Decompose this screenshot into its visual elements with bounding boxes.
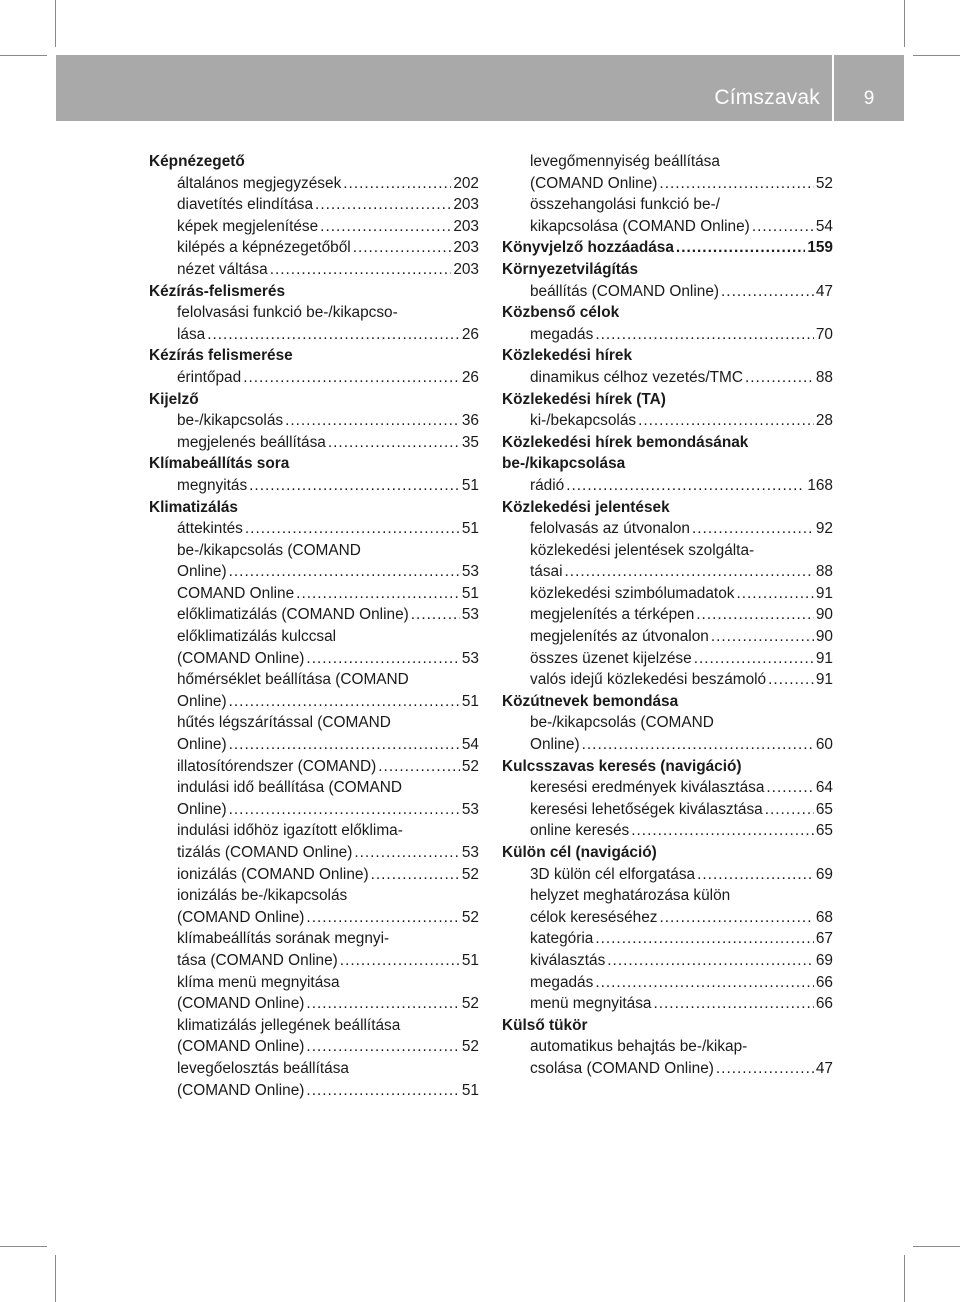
dot-leader [378, 756, 460, 778]
entry-text: általános megjegyzések [177, 174, 342, 192]
crop-mark [55, 0, 56, 47]
index-subentry [149, 928, 479, 950]
section-title: Címszavak [714, 86, 820, 109]
dot-leader [306, 648, 459, 670]
index-subentry [502, 712, 833, 734]
index-heading [149, 345, 479, 367]
index-column-right [502, 151, 833, 1080]
dot-leader [306, 1080, 459, 1102]
entry-text: felolvasási funkció be-/kikapcso- [177, 304, 398, 322]
page-reference: 92 [815, 520, 833, 538]
index-subentry [149, 302, 479, 324]
dot-leader [229, 799, 460, 821]
entry-text: levegőmennyiség beállítása [530, 153, 720, 170]
page-reference: 65 [815, 800, 833, 818]
entry-text: Közbenső célok [502, 304, 620, 322]
entry-text: keresési eredmények kiválasztása [530, 779, 765, 797]
dot-leader [696, 604, 814, 626]
page-reference: 53 [461, 844, 479, 861]
entry-text: kikapcsolása (COMAND Online) [530, 217, 750, 235]
dot-leader [736, 583, 813, 605]
page-reference: 168 [807, 476, 833, 494]
dot-leader [697, 864, 814, 886]
entry-text: beállítás (COMAND Online) [530, 282, 720, 300]
index-subentry [149, 259, 479, 281]
dot-leader [245, 518, 460, 540]
page-reference: 26 [461, 368, 479, 386]
entry-text: tásai [530, 563, 563, 581]
entry-text: kilépés a képnézegetőből [177, 239, 351, 257]
entry-text: (COMAND Online) [177, 995, 305, 1013]
crop-mark [904, 1255, 905, 1302]
page-reference: 67 [815, 930, 833, 948]
crop-mark [904, 0, 905, 47]
dot-leader [411, 604, 460, 626]
page-reference: 52 [461, 908, 479, 926]
index-subentry [149, 777, 479, 799]
entry-text: klíma menü megnyitása [177, 973, 340, 991]
index-subentry [149, 669, 479, 691]
index-heading [502, 497, 833, 519]
index-subentry [502, 475, 833, 497]
entry-text: (COMAND Online) [177, 1038, 305, 1056]
index-heading [502, 453, 833, 475]
index-subentry [149, 561, 479, 583]
entry-text: összehangolási funkció be-/ [530, 196, 720, 214]
page-reference: 53 [461, 606, 479, 624]
dot-leader [676, 237, 805, 259]
index-subentry [149, 432, 479, 454]
index-subentry [502, 216, 833, 238]
entry-text: 3D külön cél elforgatása [530, 865, 696, 883]
index-subentry [149, 216, 479, 238]
index-subentry [502, 993, 833, 1015]
entry-text: Könyvjelző hozzáadása [502, 239, 674, 257]
dot-leader [659, 907, 813, 929]
page-reference: 88 [815, 563, 833, 581]
index-subentry [502, 561, 833, 583]
index-subentry [502, 950, 833, 972]
index-subentry [149, 648, 479, 670]
index-heading [502, 842, 833, 864]
entry-text: Közlekedési hírek (TA) [502, 390, 666, 408]
entry-text: helyzet meghatározása külön [530, 887, 731, 905]
dot-leader [340, 950, 460, 972]
page-reference: 70 [815, 325, 833, 343]
entry-text: Kulcsszavas keresés (navigáció) [502, 757, 742, 775]
entry-text: automatikus behajtás be-/kikap- [530, 1038, 748, 1056]
index-heading [502, 1015, 833, 1037]
entry-text: Kézírás felismerése [149, 347, 293, 365]
index-subentry [502, 626, 833, 648]
index-subentry [149, 820, 479, 842]
entry-text: rádió [530, 476, 565, 494]
index-subentry [149, 475, 479, 497]
entry-text: hőmérséklet beállítása (COMAND [177, 671, 409, 689]
entry-text: valós idejű közlekedési beszámoló [530, 671, 767, 689]
entry-text: érintőpad [177, 368, 242, 386]
page-number: 9 [863, 88, 875, 109]
index-subentry [149, 540, 479, 562]
index-subentry [502, 324, 833, 346]
dot-leader [249, 475, 460, 497]
page-reference: 51 [461, 520, 479, 538]
index-subentry [502, 669, 833, 691]
page-reference: 203 [453, 217, 479, 235]
page-reference: 203 [453, 196, 479, 214]
page-reference: 52 [461, 865, 479, 883]
page-reference: 66 [815, 995, 833, 1013]
page-reference: 52 [461, 995, 479, 1013]
entry-text: (COMAND Online) [530, 174, 658, 192]
index-heading [502, 756, 833, 778]
page-reference: 52 [461, 757, 479, 775]
entry-text: Klímabeállítás sora [149, 455, 290, 473]
dot-leader [270, 259, 452, 281]
entry-text: Közútnevek bemondása [502, 692, 679, 710]
entry-text: levegőelosztás beállítása [177, 1059, 349, 1077]
entry-text: Képnézegető [149, 153, 245, 170]
page-reference: 52 [815, 174, 833, 192]
index-subentry [149, 237, 479, 259]
index-subentry [502, 518, 833, 540]
index-subentry [149, 367, 479, 389]
dot-leader [353, 237, 452, 259]
index-subentry [502, 540, 833, 562]
index-subentry [149, 604, 479, 626]
crop-mark [55, 1255, 56, 1302]
page-reference: 69 [815, 951, 833, 969]
page-reference: 203 [453, 239, 479, 257]
index-subentry [502, 173, 833, 195]
index-subentry [149, 173, 479, 195]
index-subentry [149, 950, 479, 972]
index-subentry [149, 324, 479, 346]
dot-leader [306, 1036, 459, 1058]
dot-leader [354, 842, 460, 864]
entry-text: közlekedési szimbólumadatok [530, 584, 735, 602]
entry-text: be-/kikapcsolás (COMAND [177, 541, 361, 559]
entry-text: megnyitás [177, 476, 248, 494]
entry-text: ionizálás (COMAND Online) [177, 865, 369, 883]
entry-text: indulási idő beállítása (COMAND [177, 779, 402, 797]
dot-leader [595, 972, 814, 994]
index-subentry [502, 907, 833, 929]
dot-leader [315, 194, 451, 216]
index-heading [502, 691, 833, 713]
page-reference: 51 [461, 692, 479, 710]
index-subentry [502, 1058, 833, 1080]
page-reference: 88 [815, 368, 833, 386]
page-reference: 65 [815, 822, 833, 840]
index-subentry [149, 518, 479, 540]
crop-mark [913, 55, 960, 56]
dot-leader [229, 561, 460, 583]
page-reference: 91 [815, 671, 833, 689]
dot-leader [766, 777, 813, 799]
entry-text: megadás [530, 973, 594, 991]
entry-text: Közlekedési hírek bemondásának [502, 433, 749, 451]
index-subentry [502, 583, 833, 605]
index-subentry [149, 1015, 479, 1037]
dot-leader [582, 734, 814, 756]
dot-leader [306, 993, 459, 1015]
dot-leader [595, 928, 814, 950]
entry-text: megjelenés beállítása [177, 433, 326, 451]
page-reference: 54 [815, 217, 833, 235]
index-subentry [502, 972, 833, 994]
entry-text: (COMAND Online) [177, 908, 305, 926]
dot-leader [565, 561, 814, 583]
entry-text: képek megjelenítése [177, 217, 319, 235]
index-subentry [502, 799, 833, 821]
entry-text: célok kereséséhez [530, 908, 658, 926]
entry-text: Klimatizálás [149, 498, 238, 516]
dot-leader [320, 216, 451, 238]
dot-leader [721, 281, 814, 303]
entry-text: csolása (COMAND Online) [530, 1059, 714, 1077]
dot-leader [765, 799, 814, 821]
dot-leader [243, 367, 460, 389]
index-subentry [149, 993, 479, 1015]
entry-text: menü megnyitása [530, 995, 652, 1013]
page-reference: 28 [815, 412, 833, 430]
dot-leader [711, 626, 814, 648]
page-reference: 53 [461, 563, 479, 581]
page-reference: 69 [815, 865, 833, 883]
index-subentry [502, 777, 833, 799]
index-subentry [149, 842, 479, 864]
entry-text: nézet váltása [177, 260, 268, 278]
dot-leader [752, 216, 814, 238]
index-subentry [502, 864, 833, 886]
dot-leader [716, 1058, 814, 1080]
entry-text: diavetítés elindítása [177, 196, 314, 214]
entry-text: illatosítórendszer (COMAND) [177, 757, 377, 775]
index-subentry [149, 691, 479, 713]
page-reference: 66 [815, 973, 833, 991]
dot-leader [659, 173, 813, 195]
entry-text: megjelenítés a térképen [530, 606, 695, 624]
page-reference: 36 [461, 412, 479, 430]
index-subentry [502, 194, 833, 216]
index-subentry [502, 151, 833, 173]
dot-leader [595, 324, 814, 346]
index-subentry [502, 885, 833, 907]
page-reference: 54 [461, 736, 479, 754]
dot-leader [566, 475, 805, 497]
entry-text: áttekintés [177, 520, 243, 538]
entry-text: megjelenítés az útvonalon [530, 628, 709, 646]
dot-leader [229, 734, 460, 756]
page-reference: 91 [815, 649, 833, 667]
entry-text: dinamikus célhoz vezetés/TMC [530, 368, 743, 386]
index-subentry [502, 1036, 833, 1058]
index-subentry [149, 410, 479, 432]
page-reference: 51 [461, 476, 479, 494]
dot-leader [607, 950, 814, 972]
entry-text: be-/kikapcsolás (COMAND [530, 714, 714, 732]
page-reference: 90 [815, 628, 833, 646]
index-heading [502, 237, 833, 259]
entry-text: összes üzenet kijelzése [530, 649, 692, 667]
entry-text: megadás [530, 325, 594, 343]
entry-text: Külön cél (navigáció) [502, 844, 657, 861]
index-heading [502, 345, 833, 367]
page-reference: 64 [815, 779, 833, 797]
dot-leader [768, 669, 814, 691]
page-reference: 91 [815, 584, 833, 602]
entry-text: online keresés [530, 822, 630, 840]
entry-text: (COMAND Online) [177, 1081, 305, 1099]
entry-text: indulási időhöz igazított előklima- [177, 822, 403, 840]
index-subentry [502, 367, 833, 389]
crop-mark [0, 1246, 47, 1247]
entry-text: tása (COMAND Online) [177, 951, 338, 969]
page-reference: 203 [453, 260, 479, 278]
entry-text: be-/kikapcsolása [502, 455, 626, 473]
entry-text: ki-/bekapcsolás [530, 412, 637, 430]
index-heading [149, 497, 479, 519]
index-subentry [502, 410, 833, 432]
entry-text: klimatizálás jellegének beállítása [177, 1016, 401, 1034]
dot-leader [631, 820, 814, 842]
entry-text: Online) [177, 563, 227, 581]
entry-text: előklimatizálás (COMAND Online) [177, 606, 409, 624]
page-reference: 47 [815, 282, 833, 300]
entry-text: kategória [530, 930, 594, 948]
entry-text: be-/kikapcsolás [177, 412, 284, 430]
index-heading [502, 389, 833, 411]
index-subentry [149, 756, 479, 778]
entry-text: keresési lehetőségek kiválasztása [530, 800, 763, 818]
index-heading [149, 281, 479, 303]
dot-leader [229, 691, 460, 713]
dot-leader [285, 410, 460, 432]
page-reference: 68 [815, 908, 833, 926]
page-reference: 52 [461, 1038, 479, 1056]
page-reference: 35 [461, 433, 479, 451]
index-column-left [149, 151, 479, 1101]
entry-text: Online) [177, 692, 227, 710]
entry-text: hűtés légszárítással (COMAND [177, 714, 391, 732]
index-subentry [502, 928, 833, 950]
crop-mark [913, 1246, 960, 1247]
page-reference: 47 [815, 1059, 833, 1077]
entry-text: közlekedési jelentések szolgálta- [530, 541, 755, 559]
dot-leader [653, 993, 813, 1015]
entry-text: COMAND Online [177, 584, 295, 602]
index-subentry [149, 1036, 479, 1058]
index-subentry [149, 583, 479, 605]
entry-text: Közlekedési hírek [502, 347, 633, 365]
dot-leader [692, 518, 814, 540]
index-subentry [502, 734, 833, 756]
entry-text: Online) [177, 736, 227, 754]
page-reference: 90 [815, 606, 833, 624]
index-subentry [149, 972, 479, 994]
page-reference: 53 [461, 800, 479, 818]
dot-leader [638, 410, 814, 432]
entry-text: Külső tükör [502, 1016, 588, 1034]
index-subentry [149, 799, 479, 821]
page-reference: 53 [461, 649, 479, 667]
dot-leader [306, 907, 459, 929]
index-subentry [502, 820, 833, 842]
entry-text: felolvasás az útvonalon [530, 520, 690, 538]
dot-leader [745, 367, 814, 389]
index-subentry [502, 604, 833, 626]
entry-text: klímabeállítás sorának megnyi- [177, 930, 390, 948]
entry-text: kiválasztás [530, 951, 606, 969]
entry-text: Környezetvilágítás [502, 260, 638, 278]
index-subentry [502, 648, 833, 670]
index-subentry [149, 1058, 479, 1080]
index-subentry [149, 885, 479, 907]
entry-text: Kijelző [149, 390, 199, 408]
dot-leader [207, 324, 460, 346]
index-subentry [149, 1080, 479, 1102]
dot-leader [694, 648, 814, 670]
crop-mark [0, 55, 47, 56]
index-heading [149, 389, 479, 411]
page-reference: 51 [461, 1081, 479, 1099]
index-heading [502, 259, 833, 281]
index-subentry [149, 712, 479, 734]
entry-text: ionizálás be-/kikapcsolás [177, 887, 348, 905]
page-reference: 51 [461, 951, 479, 969]
index-subentry [149, 734, 479, 756]
index-subentry [149, 907, 479, 929]
dot-leader [343, 173, 451, 195]
entry-text: tizálás (COMAND Online) [177, 844, 353, 861]
index-heading [149, 151, 479, 173]
index-subentry [149, 864, 479, 886]
entry-text: Online) [530, 736, 580, 754]
page-reference: 60 [815, 736, 833, 754]
page-reference: 159 [807, 239, 833, 257]
dot-leader [328, 432, 460, 454]
dot-leader [296, 583, 460, 605]
index-heading [149, 453, 479, 475]
page-reference: 26 [461, 325, 479, 343]
entry-text: (COMAND Online) [177, 649, 305, 667]
index-subentry [149, 194, 479, 216]
dot-leader [371, 864, 460, 886]
index-heading [502, 302, 833, 324]
index-subentry [502, 281, 833, 303]
entry-text: lása [177, 325, 206, 343]
entry-text: Online) [177, 800, 227, 818]
page-reference: 202 [453, 174, 479, 192]
entry-text: Kézírás-felismerés [149, 282, 286, 300]
entry-text: előklimatizálás kulccsal [177, 628, 337, 646]
page-reference: 51 [461, 584, 479, 602]
index-subentry [149, 626, 479, 648]
entry-text: Közlekedési jelentések [502, 498, 670, 516]
index-heading [502, 432, 833, 454]
